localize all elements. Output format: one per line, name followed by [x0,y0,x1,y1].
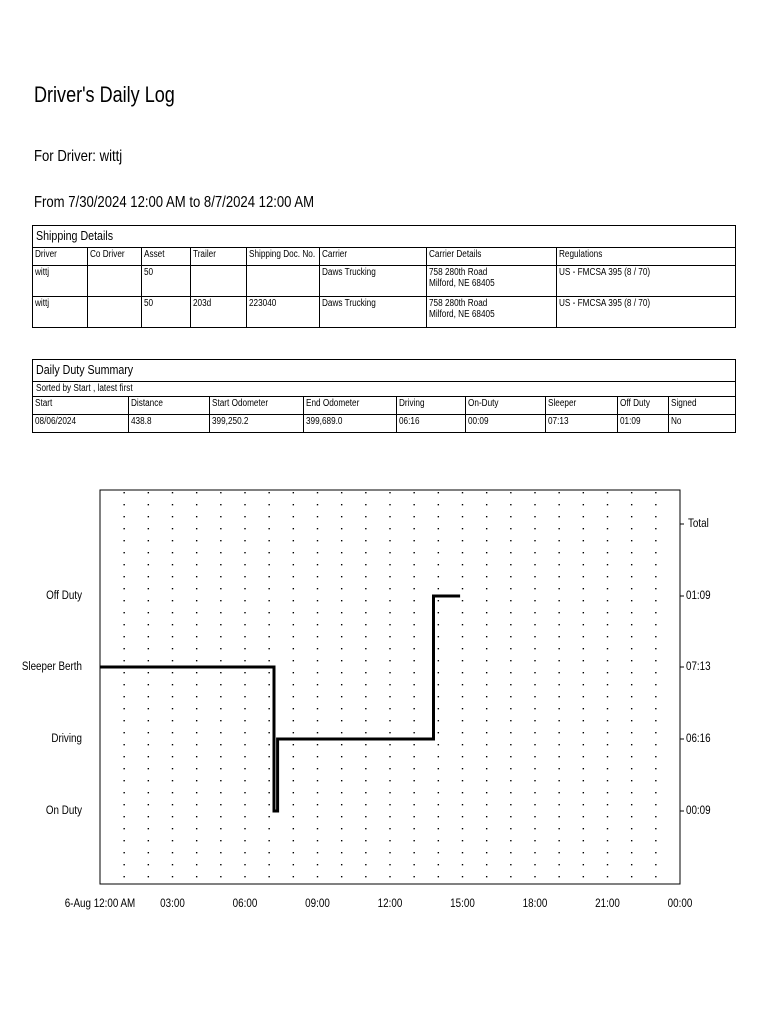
column-header: Regulations [556,248,735,266]
x-tick-label: 06:00 [232,897,258,911]
signed-cell: No [670,416,681,427]
daily-duty-summary-panel [32,359,736,433]
column-header: Driver [33,248,87,266]
regulations-cell: US - FMCSA 395 (8 / 70) [558,298,650,309]
regulations-cell: US - FMCSA 395 (8 / 70) [556,266,735,297]
x-tick-label: 03:00 [160,897,185,911]
end-odometer-cell: 399,689.0 [303,415,396,433]
column-header: Asset [141,248,190,266]
column-header: Start [33,397,128,415]
status-label: On Duty [45,804,83,818]
table-row [33,297,735,328]
column-header: Carrier Details [426,248,556,266]
column-header: End Odometer [303,397,396,415]
status-total: 07:13 [686,660,711,674]
asset-cell: 50 [141,297,190,328]
graph-frame [100,490,680,884]
sleeper-cell: 07:13 [545,415,617,433]
column-header: Driving [396,397,465,415]
driver-line: For Driver: wittj [34,148,123,165]
start-cell: 08/06/2024 [33,415,128,433]
duty-status-line [100,596,460,811]
trailer-cell: 203d [190,297,246,328]
trailer-cell [190,266,246,297]
column-header: On-Duty [465,397,545,415]
status-label: Sleeper Berth [21,660,82,674]
column-header: Off Duty [617,397,668,415]
x-tick-label: 12:00 [377,897,403,911]
column-header: Trailer [190,248,246,266]
x-tick-label: 18:00 [522,897,548,911]
shipping-details-title: Shipping Details [33,226,735,248]
carrier-details-cell: 758 280th Road Milford, NE 68405 [426,266,556,297]
sort-note: Sorted by Start , latest first [33,382,735,397]
status-label: Driving [51,732,83,746]
column-header: Signed [668,397,735,415]
on-duty-cell: 00:09 [465,415,545,433]
shipping-details-table [33,248,735,327]
totals-header: Total [688,517,709,531]
table-header-row [33,397,735,415]
shipping-details-panel [32,225,736,328]
table-header-row [33,248,735,266]
carrier-cell: Daws Trucking [319,297,426,328]
status-label: Off Duty [46,589,83,603]
column-header: Shipping Doc. No. [246,248,319,266]
column-header: Sleeper [545,397,617,415]
daily-duty-summary-table [33,397,735,432]
page-title: Driver's Daily Log [34,82,175,107]
x-tick-label: 6-Aug 12:00 AM [64,897,136,911]
off-duty-cell: 01:09 [617,415,668,433]
shipping-doc-cell [246,266,319,297]
column-header: Carrier [319,248,426,266]
column-header: Distance [128,397,209,415]
distance-cell: 438.8 [128,415,209,433]
shipping-doc-cell: 223040 [246,297,319,328]
x-tick-label: 15:00 [450,897,475,911]
column-header: Start Odometer [209,397,303,415]
asset-cell: 50 [141,266,190,297]
driving-cell: 06:16 [396,415,465,433]
start-odometer-cell: 399,250.2 [209,415,303,433]
date-range-line: From 7/30/2024 12:00 AM to 8/7/2024 12:00 AM [34,194,315,211]
daily-duty-summary-title: Daily Duty Summary [33,360,735,382]
x-tick-label: 09:00 [305,897,330,911]
carrier-cell: Daws Trucking [319,266,426,297]
driver-cell: wittj [33,266,87,297]
x-tick-label: 00:00 [667,897,693,911]
status-total: 00:09 [686,804,711,818]
column-header: Co Driver [87,248,141,266]
table-row [33,415,735,433]
table-row [33,266,735,297]
carrier-details-cell: 758 280th Road Milford, NE 68405 [426,297,556,328]
status-total: 01:09 [686,589,711,603]
x-tick-label: 21:00 [595,897,620,911]
duty-status-graph [0,470,768,930]
co-driver-cell [87,297,141,328]
co-driver-cell [87,266,141,297]
status-total: 06:16 [686,732,711,746]
driver-cell: wittj [33,297,87,328]
